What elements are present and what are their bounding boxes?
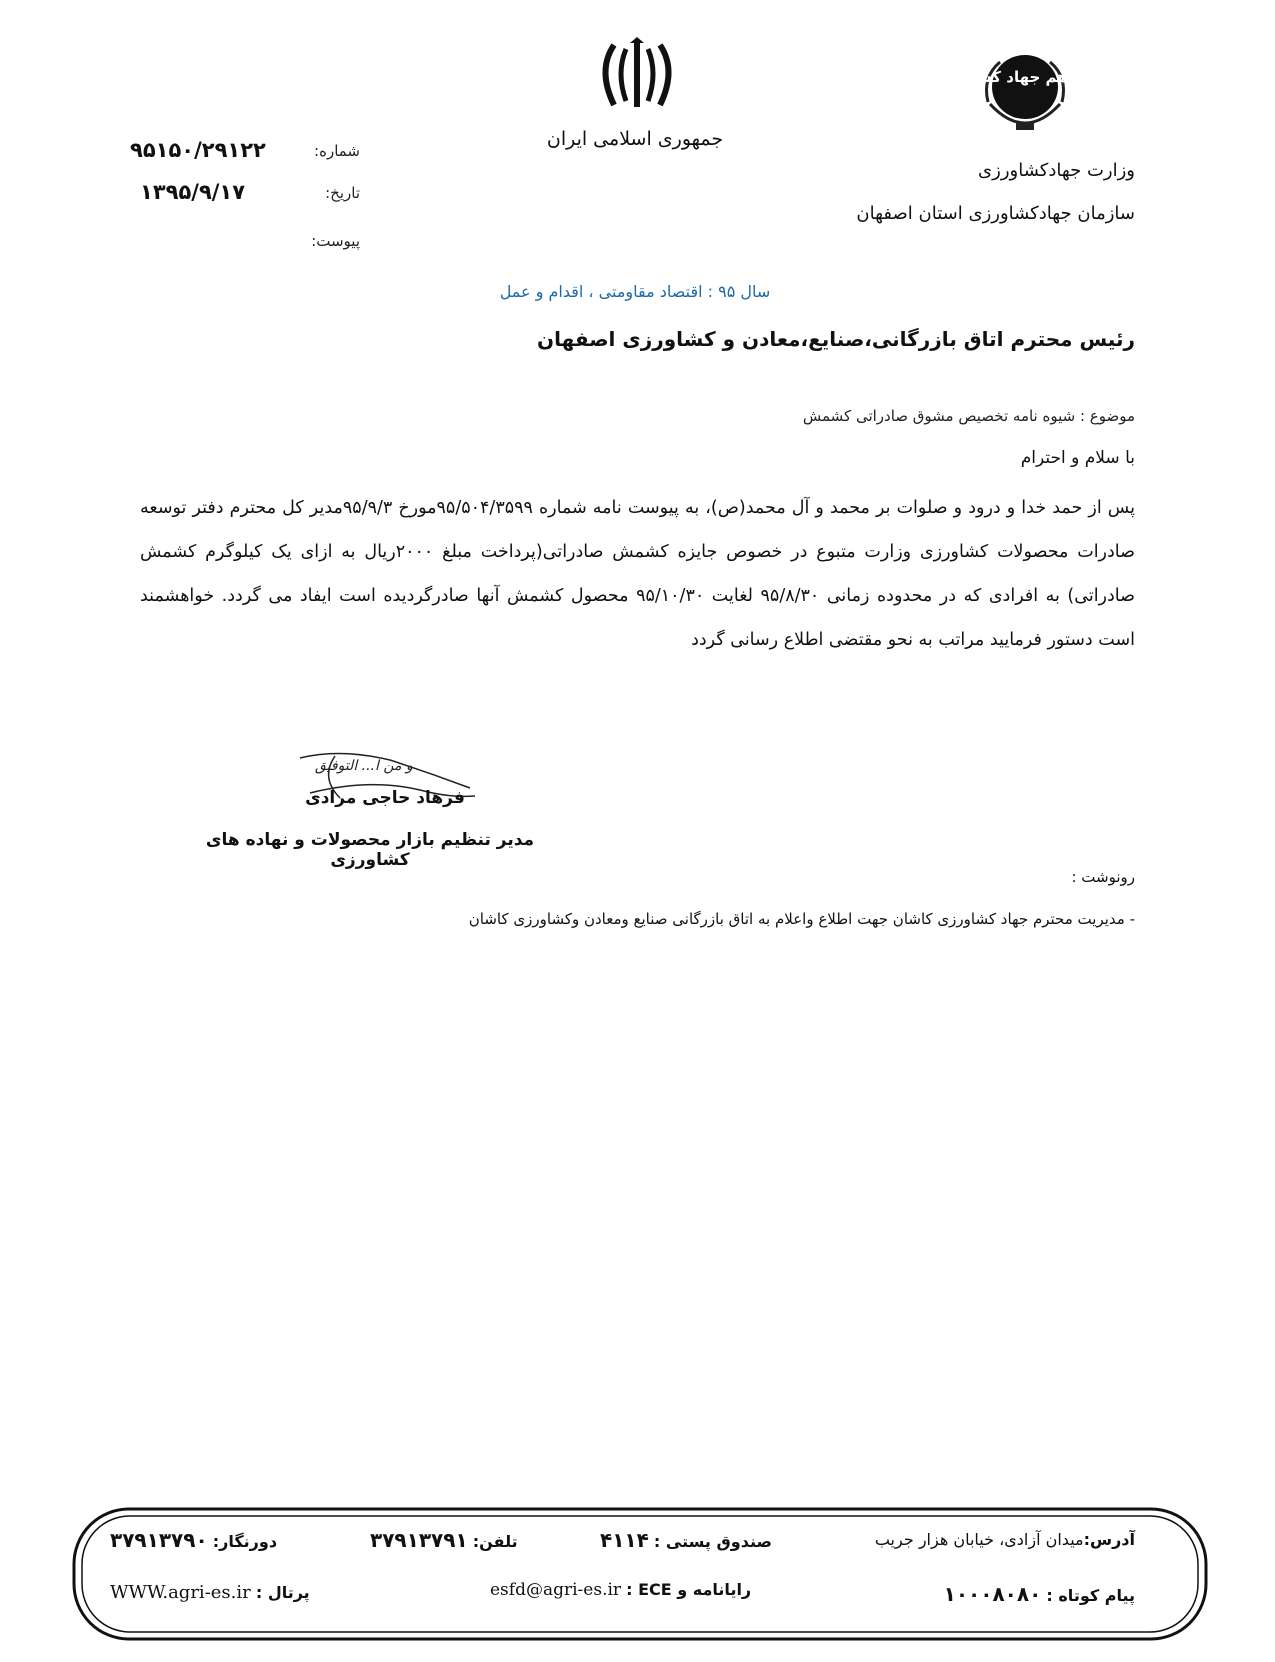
- cc-item: - مدیریت محترم جهاد کشاورزی کاشان جهت اطلاع واعلام به اتاق بازرگانی صنایع ومعادن وکشاورزی کاشان: [468, 910, 1135, 928]
- portal-link[interactable]: WWW.agri-es.ir: [110, 1582, 251, 1603]
- ministry-logo: [931, 42, 1119, 142]
- footer-address: [875, 1530, 1135, 1549]
- closing-phrase: و من ا... التوفیق: [315, 758, 413, 774]
- republic-title: جمهوری اسلامی ایران: [546, 128, 724, 150]
- address-value: میدان آزادی، خیابان هزار جریب: [874, 1530, 1084, 1549]
- email-value[interactable]: esfd@agri-es.ir: [490, 1580, 622, 1600]
- number-label: شماره:: [314, 142, 360, 160]
- address-label: آدرس:: [1083, 1530, 1135, 1549]
- recipient: رئیس محترم اتاق بازرگانی،صنایع،معادن و کشاورزی اصفهان: [537, 327, 1135, 351]
- pobox-value: ۴۱۱۴: [600, 1528, 649, 1552]
- footer-phone: [370, 1528, 518, 1552]
- footer-sms: [944, 1582, 1135, 1606]
- footer-portal: [110, 1582, 310, 1603]
- email-label: رایانامه و ECE :: [626, 1580, 752, 1599]
- phone-value: ۳۷۹۱۳۷۹۱: [370, 1528, 468, 1552]
- footer-email: [490, 1580, 751, 1600]
- letter-number: ۹۵۱۵۰/۲۹۱۲۲: [130, 138, 266, 162]
- footer-frame: [70, 1505, 1210, 1643]
- letter-body: پس از حمد خدا و درود و صلوات بر محمد و آل محمد(ص)، به پیوست نامه شماره ۹۵/۵۰۴/۳۵۹۹مورخ ۹۵/۹/۳مدیر کل محترم دفتر توسعه صادرات محصولات کشاورزی وزارت متبوع در خصوص جایزه کشمش صادراتی(پرداخت مبلغ ۲۰۰۰ریال به ازای یک کیلوگرم کشمش صادراتی) به افرادی که در محدوده زمانی ۹۵/۸/۳۰ لغایت ۹۵/۱۰/۳۰ محصول کشمش آنها صادرگردیده است ایفاد می گردد. خواهشمند است دستور فرمایید مراتب به نحو مقتضی اطلاع رسانی گردد: [140, 498, 1135, 650]
- greeting: با سلام و احترام: [1020, 448, 1135, 468]
- logo-lettering: همه با هم جهاد کشاورزی: [931, 68, 1119, 86]
- footer-fax: [110, 1528, 277, 1552]
- year-slogan: سال ۹۵ : اقتصاد مقاومتی ، اقدام و عمل: [499, 282, 771, 301]
- phone-label: تلفن:: [472, 1532, 518, 1551]
- portal-label: پرتال :: [255, 1583, 310, 1602]
- footer-pobox: [600, 1528, 772, 1552]
- signer-name: فرهاد حاجی مرادی: [305, 788, 465, 808]
- sms-label: پیام کوتاه :: [1046, 1586, 1135, 1605]
- organization-name: سازمان جهادکشاورزی استان اصفهان: [856, 203, 1135, 224]
- ministry-name: وزارت جهادکشاورزی: [978, 160, 1135, 181]
- attachment-label: پیوست:: [311, 232, 360, 250]
- fax-label: دورنگار:: [212, 1532, 278, 1551]
- subject-line: موضوع : شیوه نامه تخصیص مشوق صادراتی کشمش: [802, 407, 1135, 425]
- signer-title: مدیر تنظیم بازار محصولات و نهاده های کشاورزی: [205, 830, 535, 870]
- cc-label: رونوشت :: [1071, 868, 1135, 886]
- fax-value: ۳۷۹۱۳۷۹۰: [110, 1528, 208, 1552]
- letter-date: ۱۳۹۵/۹/۱۷: [140, 180, 246, 204]
- date-label: تاریخ:: [325, 184, 360, 202]
- sms-value: ۱۰۰۰۸۰۸۰: [943, 1582, 1042, 1606]
- pobox-label: صندوق پستی :: [653, 1532, 772, 1551]
- iran-emblem-icon: [592, 35, 682, 115]
